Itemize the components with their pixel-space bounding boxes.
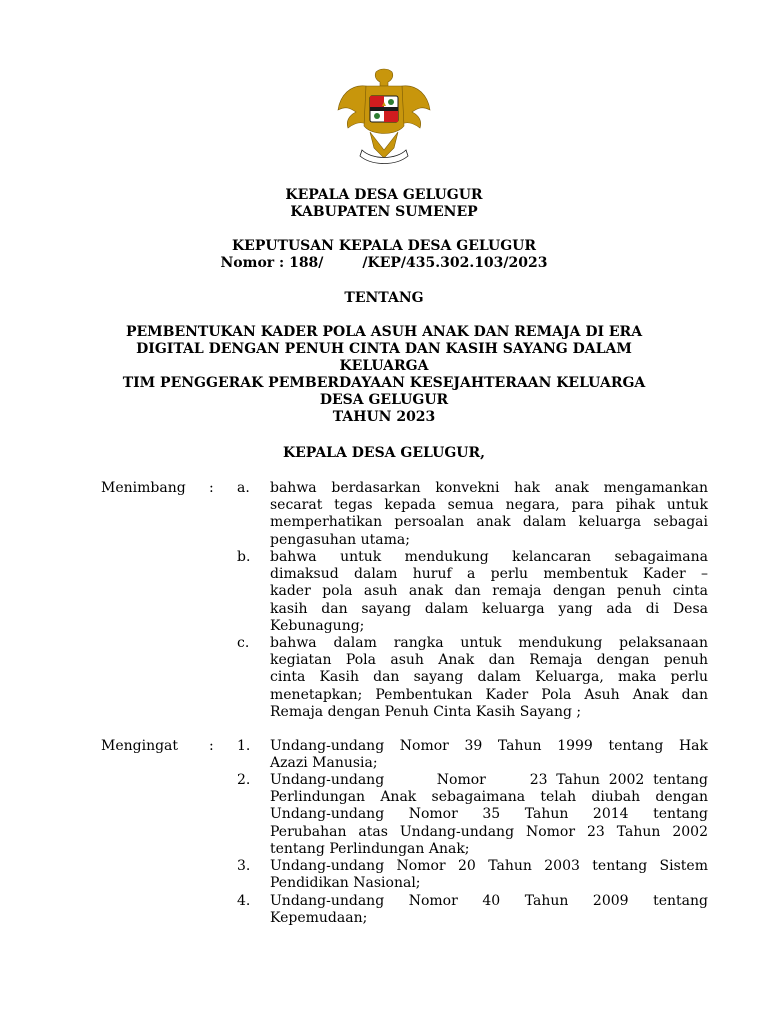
- text-line: kegiatan Pola asuh Anak dan Remaja dengan penuh: [270, 652, 708, 669]
- menimbang-item-a: [270, 480, 708, 549]
- mengingat-colon: :: [209, 738, 214, 754]
- text-line: Azazi Manusia;: [270, 755, 378, 772]
- item-marker: a.: [237, 480, 250, 496]
- subject-line: DESA GELUGUR: [319, 392, 449, 408]
- text-line: bahwa berdasarkan konvekni hak anak mengamankan: [270, 480, 708, 496]
- text-line: cinta Kasih dan sayang dalam Keluarga, maka perlu: [270, 669, 708, 686]
- item-marker: b.: [237, 549, 251, 565]
- mengingat-item-2: [270, 772, 708, 858]
- subject-line: PEMBENTUKAN KADER POLA ASUH ANAK DAN REMAJA DI ERA: [125, 324, 643, 340]
- item-marker: c.: [237, 635, 250, 651]
- mengingat-item-4: [270, 893, 708, 927]
- text-line: bahwa dalam rangka untuk mendukung pelaksanaan: [270, 635, 708, 651]
- menimbang-colon: :: [209, 480, 214, 496]
- item-marker: 1.: [237, 738, 251, 754]
- menimbang-label: Menimbang: [101, 480, 186, 496]
- decree-title: KEPUTUSAN KEPALA DESA GELUGUR: [231, 238, 536, 254]
- text-line: Undang-undang Nomor 35 Tahun 2014 tentang: [270, 806, 708, 823]
- decree-number: Nomor : 188/ /KEP/435.302.103/2023: [220, 255, 548, 271]
- text-line: memperhatikan persoalan anak dalam keluarga sebagai: [270, 514, 708, 531]
- text-line: Undang-undang Nomor 23 Tahun 2002 tentang: [270, 772, 708, 788]
- text-line: menetapkan; Pembentukan Kader Pola Asuh Anak dan: [270, 686, 708, 703]
- subject-line: DIGITAL DENGAN PENUH CINTA DAN KASIH SAYANG DALAM: [136, 341, 632, 357]
- authority-title: KEPALA DESA GELUGUR: [285, 187, 483, 203]
- subject-line: KELUARGA: [339, 358, 429, 374]
- text-line: Remaja dengan Penuh Cinta Kasih Sayang ;: [270, 703, 582, 720]
- text-line: pengasuhan utama;: [270, 531, 410, 548]
- text-line: Kepemudaan;: [270, 910, 368, 927]
- item-marker: 2.: [237, 772, 251, 788]
- subject-line: TAHUN 2023: [332, 409, 436, 425]
- text-line: kasih dan sayang dalam keluarga yang ada di Desa: [270, 600, 708, 617]
- text-line: dimaksud dalam huruf a perlu membentuk Kader –: [270, 566, 708, 583]
- regency-title: KABUPATEN SUMENEP: [290, 204, 478, 220]
- menimbang-item-c: [270, 635, 708, 721]
- item-marker: 3.: [237, 858, 251, 874]
- issuer-title: KEPALA DESA GELUGUR,: [282, 445, 486, 461]
- text-line: Perlindungan Anak sebagaimana telah diubah dengan: [270, 789, 708, 806]
- subject-line: TIM PENGGERAK PEMBERDAYAAN KESEJAHTERAAN KELUARGA: [122, 375, 646, 391]
- about-label: TENTANG: [344, 290, 424, 306]
- text-line: tentang Perlindungan Anak;: [270, 840, 470, 857]
- text-line: Undang-undang Nomor 40 Tahun 2009 tentang: [270, 893, 708, 909]
- mengingat-label: Mengingat: [101, 738, 179, 754]
- text-line: Kebunagung;: [270, 617, 365, 634]
- text-line: Pendidikan Nasional;: [270, 875, 421, 892]
- mengingat-item-3: [270, 858, 708, 892]
- mengingat-item-1: [270, 738, 708, 772]
- text-line: kader pola asuh anak dan remaja dengan penuh cinta: [270, 583, 708, 600]
- text-line: secarat tegas kepada semua negara, para pihak untuk: [270, 497, 708, 514]
- text-line: bahwa untuk mendukung kelancaran sebagaimana: [270, 549, 708, 565]
- text-line: Undang-undang Nomor 20 Tahun 2003 tentang Sistem: [270, 858, 708, 874]
- text-line: Perubahan atas Undang-undang Nomor 23 Tahun 2002: [270, 823, 708, 840]
- item-marker: 4.: [237, 893, 251, 909]
- shield: [370, 96, 398, 122]
- garuda-pancasila-emblem: [336, 66, 432, 166]
- menimbang-item-b: [270, 549, 708, 635]
- text-line: Undang-undang Nomor 39 Tahun 1999 tentang Hak: [270, 738, 708, 754]
